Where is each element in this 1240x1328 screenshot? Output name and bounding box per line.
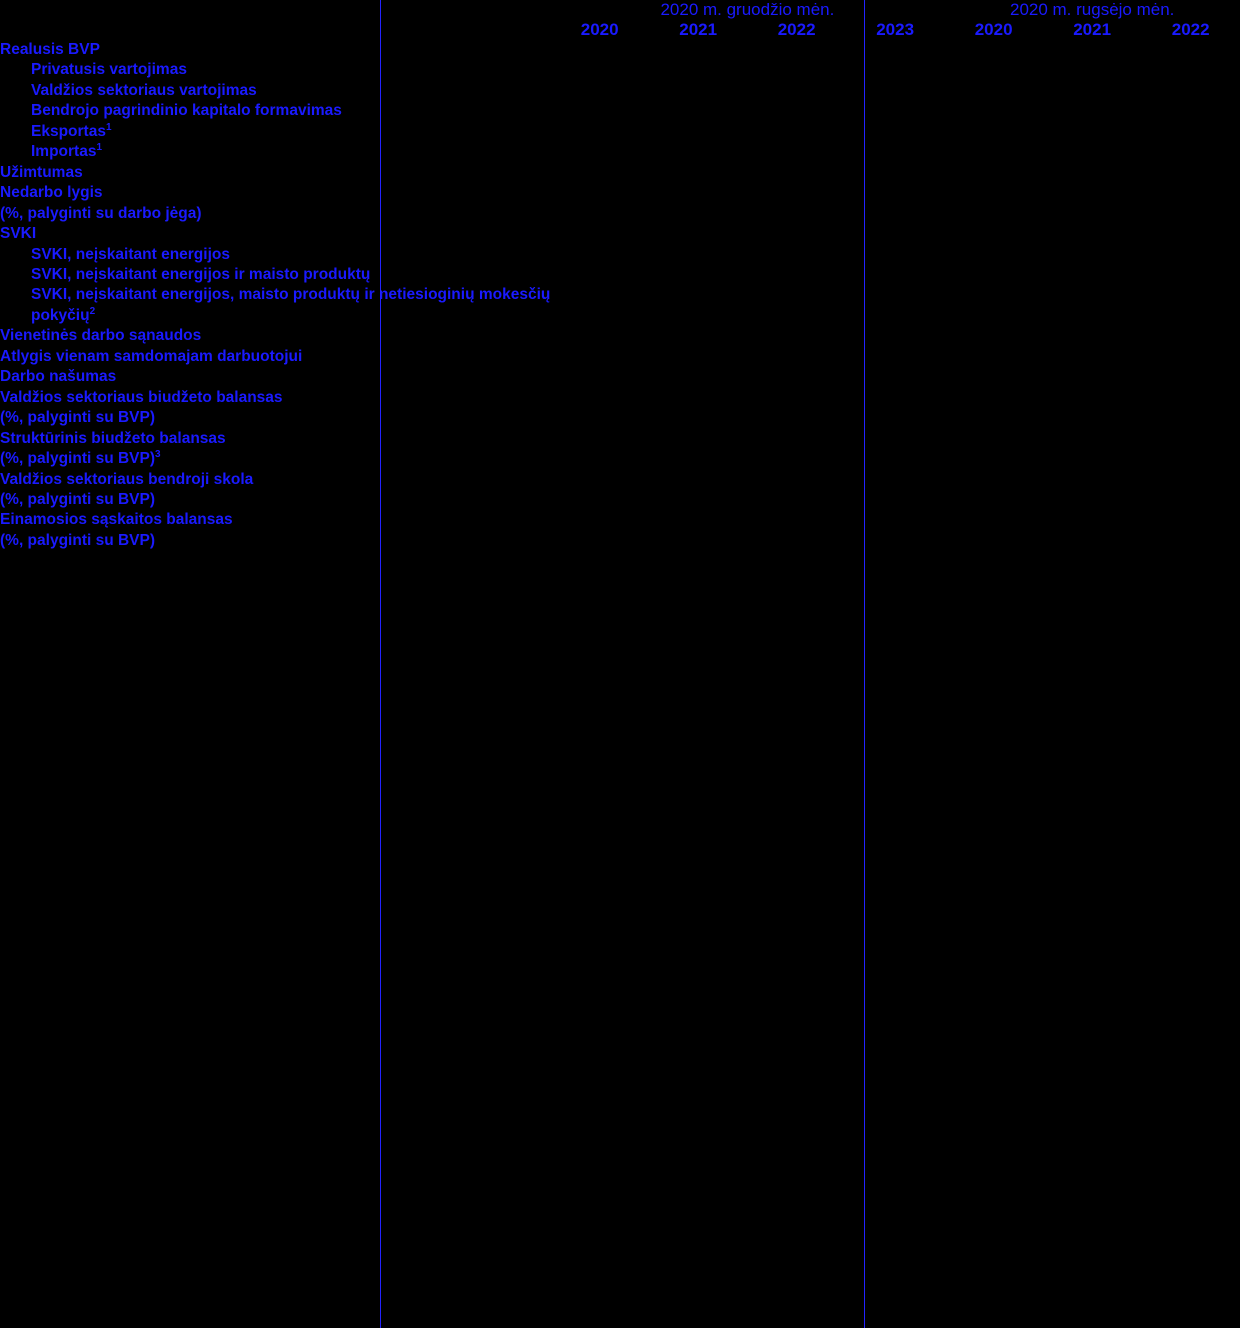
row-label: Valdžios sektoriaus biudžeto balansas (%, palyginti su BVP) bbox=[0, 388, 283, 427]
table-cell-value bbox=[1043, 122, 1141, 142]
table-cell-value bbox=[649, 40, 747, 60]
table-cell-value bbox=[747, 367, 845, 387]
table-cell-value bbox=[747, 81, 845, 101]
table-row bbox=[0, 367, 1240, 387]
table-cell-value bbox=[846, 265, 945, 285]
table-cell-value bbox=[1141, 326, 1240, 346]
table-cell-value bbox=[944, 265, 1042, 285]
table-cell-value bbox=[747, 40, 845, 60]
row-label: Importas$^1$ bbox=[31, 142, 103, 161]
row-label: Valdžios sektoriaus bendroji skola (%, palyginti su BVP) bbox=[0, 470, 254, 508]
table-cell-value bbox=[550, 265, 648, 285]
header-year-sep-2022: 2022 bbox=[1171, 20, 1210, 39]
table-cell-value bbox=[747, 245, 845, 265]
table-row bbox=[0, 326, 1240, 346]
table-cell-value bbox=[747, 285, 845, 326]
table-cell-value bbox=[1141, 265, 1240, 285]
table-cell-value bbox=[649, 326, 747, 346]
table-row bbox=[0, 81, 1240, 101]
table-cell-value bbox=[944, 388, 1042, 429]
table-cell-value bbox=[550, 163, 648, 183]
table-cell-value bbox=[846, 388, 945, 429]
table-cell-value bbox=[944, 245, 1042, 265]
table-row bbox=[0, 347, 1240, 367]
table-cell-value bbox=[1141, 183, 1240, 224]
table-cell-value bbox=[747, 388, 845, 429]
table-cell-value bbox=[846, 367, 945, 387]
table-cell-value bbox=[846, 122, 945, 142]
header-year-dec-2021: 2021 bbox=[679, 20, 718, 39]
table-cell-value bbox=[1141, 367, 1240, 387]
header-group-december: 2020 m. gruodžio mėn. bbox=[660, 0, 835, 19]
table-cell-value bbox=[1043, 367, 1141, 387]
table-cell-value bbox=[1141, 163, 1240, 183]
table-cell-value bbox=[846, 40, 945, 60]
table-row bbox=[0, 388, 1240, 429]
table-cell-value bbox=[1043, 101, 1141, 121]
table-cell-value bbox=[747, 142, 845, 162]
header-year-row bbox=[0, 20, 1240, 40]
header-year-dec-2020: 2020 bbox=[580, 20, 619, 39]
table-cell-value bbox=[649, 265, 747, 285]
header-year-dec-2022: 2022 bbox=[777, 20, 816, 39]
table-cell-value bbox=[747, 347, 845, 367]
table-cell-value bbox=[944, 224, 1042, 244]
table-cell-value bbox=[944, 40, 1042, 60]
table-cell-value bbox=[944, 101, 1042, 121]
table-cell-value bbox=[550, 60, 648, 80]
header-year-sep-2021: 2021 bbox=[1073, 20, 1112, 39]
table-cell-value bbox=[1043, 470, 1141, 511]
table-row bbox=[0, 163, 1240, 183]
table-cell-value bbox=[550, 367, 648, 387]
table-cell-value bbox=[1043, 510, 1141, 551]
table-cell-value bbox=[1141, 429, 1240, 470]
header-corner-blank bbox=[0, 0, 550, 20]
table-cell-value bbox=[846, 326, 945, 346]
table-row bbox=[0, 142, 1240, 162]
table-cell-value bbox=[1043, 265, 1141, 285]
table-cell-value bbox=[846, 245, 945, 265]
table-header bbox=[0, 0, 1240, 40]
table-cell-value bbox=[747, 122, 845, 142]
forecast-table bbox=[0, 0, 1240, 551]
table-cell-value bbox=[649, 122, 747, 142]
table-cell-value bbox=[1043, 40, 1141, 60]
table-row bbox=[0, 429, 1240, 470]
table-cell-value bbox=[1141, 101, 1240, 121]
table-cell-value bbox=[944, 367, 1042, 387]
table-cell-value bbox=[550, 245, 648, 265]
row-label: Eksportas$^1$ bbox=[31, 121, 112, 140]
row-label: SVKI, neįskaitant energijos bbox=[31, 245, 230, 263]
table-cell-value bbox=[944, 347, 1042, 367]
table-cell-value bbox=[1043, 81, 1141, 101]
table-row bbox=[0, 101, 1240, 121]
table-cell-value bbox=[944, 122, 1042, 142]
row-label: Realusis BVP bbox=[0, 41, 100, 58]
table-cell-value bbox=[1141, 510, 1240, 551]
table-cell-value bbox=[846, 81, 945, 101]
table-row bbox=[0, 265, 1240, 285]
table-cell-value bbox=[550, 510, 648, 551]
row-label: Vienetinės darbo sąnaudos bbox=[0, 327, 202, 345]
table-body bbox=[0, 40, 1240, 551]
table-cell-value bbox=[649, 101, 747, 121]
table-cell-value bbox=[550, 101, 648, 121]
header-group-row bbox=[0, 0, 1240, 20]
table-cell-value bbox=[550, 183, 648, 224]
table-cell-value bbox=[649, 81, 747, 101]
table-cell-value bbox=[1043, 142, 1141, 162]
table-cell-value bbox=[944, 163, 1042, 183]
table-cell-value bbox=[747, 326, 845, 346]
table-cell-value bbox=[846, 101, 945, 121]
row-label: SVKI, neįskaitant energijos ir maisto produktų bbox=[31, 265, 371, 283]
table-cell-value bbox=[747, 429, 845, 470]
table-cell-value bbox=[1141, 60, 1240, 80]
table-cell-value bbox=[550, 285, 648, 326]
table-row bbox=[0, 510, 1240, 551]
table-cell-value bbox=[944, 326, 1042, 346]
table-cell-value bbox=[747, 101, 845, 121]
table-cell-value bbox=[1043, 163, 1141, 183]
table-cell-value bbox=[944, 510, 1042, 551]
row-label: Bendrojo pagrindinio kapitalo formavimas bbox=[31, 102, 342, 120]
table-cell-value bbox=[747, 224, 845, 244]
vertical-rule-left bbox=[380, 0, 381, 1328]
table-cell-value bbox=[1141, 245, 1240, 265]
table-cell-value bbox=[550, 40, 648, 60]
row-label: Valdžios sektoriaus vartojimas bbox=[31, 81, 257, 99]
header-group-september: 2020 m. rugsėjo mėn. bbox=[1009, 0, 1175, 19]
table-cell-value bbox=[944, 285, 1042, 326]
table-cell-value bbox=[1141, 142, 1240, 162]
table-row bbox=[0, 183, 1240, 224]
table-cell-value bbox=[1141, 81, 1240, 101]
header-year-dec-2023: 2023 bbox=[876, 20, 915, 39]
table-cell-value bbox=[649, 367, 747, 387]
table-row bbox=[0, 470, 1240, 511]
table-cell-value bbox=[1141, 224, 1240, 244]
table-cell-value bbox=[747, 60, 845, 80]
row-label: Privatusis vartojimas bbox=[31, 61, 187, 79]
table-cell-value bbox=[649, 142, 747, 162]
row-label: Atlygis vienam samdomajam darbuotojui bbox=[0, 347, 303, 365]
table-cell-value bbox=[1043, 224, 1141, 244]
table-cell-value bbox=[649, 470, 747, 511]
table-cell-value bbox=[1043, 388, 1141, 429]
row-label: Struktūrinis biudžeto balansas (%, palyginti su BVP)$^3$ bbox=[0, 429, 226, 468]
table-cell-value bbox=[649, 245, 747, 265]
table-row bbox=[0, 285, 1240, 326]
table-cell-value bbox=[649, 347, 747, 367]
row-label: Einamosios sąskaitos balansas (%, palyginti su BVP) bbox=[0, 511, 233, 549]
header-year-sep-2020: 2020 bbox=[974, 20, 1013, 39]
table-cell-value bbox=[747, 183, 845, 224]
table-cell-value bbox=[846, 224, 945, 244]
table-cell-value bbox=[649, 163, 747, 183]
table-cell-value bbox=[944, 142, 1042, 162]
row-label: Nedarbo lygis (%, palyginti su darbo jėga) bbox=[0, 184, 202, 222]
table-cell-value bbox=[649, 60, 747, 80]
table-cell-value bbox=[1043, 429, 1141, 470]
table-cell-value bbox=[649, 429, 747, 470]
table-cell-value bbox=[550, 122, 648, 142]
table-cell-value bbox=[550, 326, 648, 346]
table-cell-value bbox=[846, 470, 945, 511]
header-year-blank bbox=[0, 20, 550, 40]
table-cell-value bbox=[1043, 326, 1141, 346]
table-cell-value bbox=[1141, 347, 1240, 367]
table-cell-value bbox=[550, 429, 648, 470]
table-cell-value bbox=[550, 347, 648, 367]
table-cell-value bbox=[846, 429, 945, 470]
table-cell-value bbox=[1043, 347, 1141, 367]
table-row bbox=[0, 122, 1240, 142]
table-cell-value bbox=[649, 224, 747, 244]
table-cell-value bbox=[846, 510, 945, 551]
table-cell-value bbox=[846, 285, 945, 326]
table-cell-value bbox=[1043, 285, 1141, 326]
table-cell-value bbox=[846, 183, 945, 224]
table-cell-value bbox=[1141, 285, 1240, 326]
table-cell-value bbox=[944, 183, 1042, 224]
table-cell-value bbox=[747, 510, 845, 551]
row-label: SVKI, neįskaitant energijos, maisto produktų ir netiesioginių mokesčių pokyčių$^2$ bbox=[31, 286, 551, 324]
table-cell-value bbox=[846, 347, 945, 367]
table-row bbox=[0, 224, 1240, 244]
table-cell-value bbox=[944, 470, 1042, 511]
table-row bbox=[0, 60, 1240, 80]
table-cell-value bbox=[846, 60, 945, 80]
table-cell-value bbox=[1141, 122, 1240, 142]
table-cell-value bbox=[944, 60, 1042, 80]
table-cell-value bbox=[649, 510, 747, 551]
table-row bbox=[0, 245, 1240, 265]
table-cell-value bbox=[550, 142, 648, 162]
table-cell-value bbox=[550, 470, 648, 511]
row-label: SVKI bbox=[0, 225, 37, 243]
row-label: Darbo našumas bbox=[0, 368, 117, 386]
row-label: Užimtumas bbox=[0, 163, 83, 181]
table-cell-value bbox=[944, 81, 1042, 101]
table-cell-value bbox=[747, 163, 845, 183]
table-cell-value bbox=[649, 388, 747, 429]
table-cell-value bbox=[649, 183, 747, 224]
table-cell-value bbox=[944, 429, 1042, 470]
table-cell-value bbox=[1043, 183, 1141, 224]
table-cell-value bbox=[649, 285, 747, 326]
table-cell-value bbox=[747, 470, 845, 511]
table-cell-value bbox=[550, 224, 648, 244]
vertical-rule-right bbox=[864, 0, 865, 1328]
table-cell-value bbox=[846, 163, 945, 183]
table-cell-value bbox=[1141, 40, 1240, 60]
table-cell-value bbox=[1141, 388, 1240, 429]
table-cell-value bbox=[550, 81, 648, 101]
table-cell-value bbox=[550, 388, 648, 429]
table-cell-value bbox=[846, 142, 945, 162]
table-cell-value bbox=[1043, 245, 1141, 265]
table-cell-value bbox=[1141, 470, 1240, 511]
table-row bbox=[0, 40, 1240, 60]
table-cell-value bbox=[747, 265, 845, 285]
table-cell-value bbox=[1043, 60, 1141, 80]
